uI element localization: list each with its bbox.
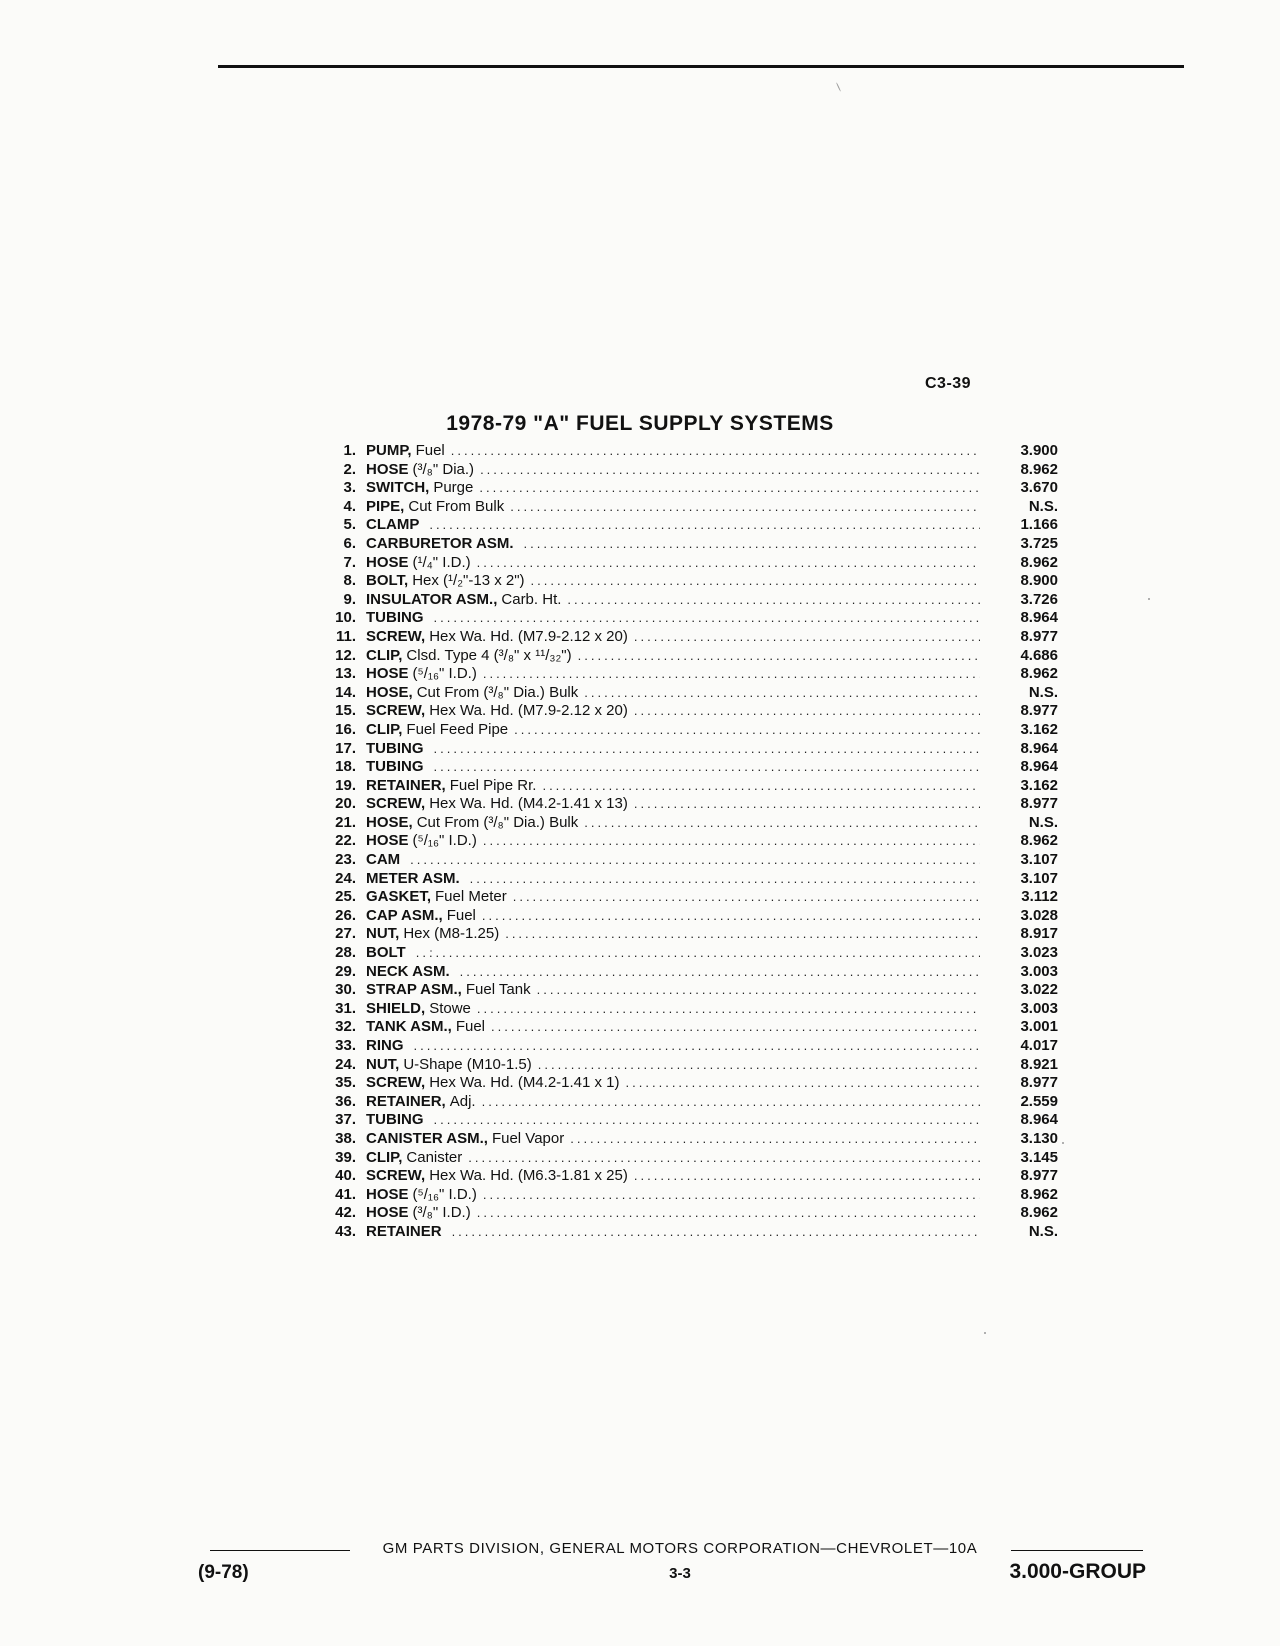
part-group-number: 2.559 <box>1020 1092 1058 1110</box>
part-description: Fuel <box>455 1018 486 1036</box>
part-name: INSULATOR ASM., <box>366 590 498 608</box>
footer-publisher: GM PARTS DIVISION, GENERAL MOTORS CORPORATION—CHEVROLET—10A <box>382 1540 978 1557</box>
part-row <box>318 814 1058 833</box>
part-name: BOLT <box>366 944 406 962</box>
dot-leader <box>634 628 980 647</box>
part-description: (³/₈" I.D.) <box>412 1204 471 1222</box>
part-number-index: 36. <box>335 1092 356 1110</box>
footer-date: (9-78) <box>198 1562 249 1583</box>
part-description: Hex Wa. Hd. (M7.9-2.12 x 20) <box>429 627 628 645</box>
part-group-number: 8.977 <box>1020 1167 1058 1185</box>
part-name: SCREW, <box>366 702 426 720</box>
part-group-number: 8.977 <box>1020 795 1058 813</box>
part-row <box>318 479 1058 498</box>
dot-leader <box>482 907 980 926</box>
part-name: CANISTER ASM., <box>366 1129 488 1147</box>
dot-leader <box>477 1204 980 1223</box>
part-number-index: 41. <box>335 1185 356 1203</box>
dot-leader <box>460 963 980 982</box>
part-name: HOSE <box>366 665 409 683</box>
part-group-number: 3.022 <box>1020 981 1058 999</box>
part-row <box>318 702 1058 721</box>
part-description: Hex (M8-1.25) <box>403 925 500 943</box>
part-group-number: 3.162 <box>1020 720 1058 738</box>
part-group-number: 3.107 <box>1020 869 1058 887</box>
part-number-index: 8. <box>343 572 356 590</box>
part-description: Carb. Ht. <box>501 590 562 608</box>
part-number-index: 19. <box>335 776 356 794</box>
dot-leader <box>429 516 980 535</box>
part-name: HOSE <box>366 553 409 571</box>
part-number-index: 22. <box>335 832 356 850</box>
dot-leader <box>634 702 980 721</box>
part-name: STRAP ASM., <box>366 981 462 999</box>
part-description: Hex Wa. Hd. (M4.2-1.41 x 1) <box>429 1074 620 1092</box>
part-group-number: 8.977 <box>1020 627 1058 645</box>
part-name: SCREW, <box>366 1167 426 1185</box>
part-group-number: 8.964 <box>1020 609 1058 627</box>
part-group-number: 3.900 <box>1020 442 1058 459</box>
part-name: CLIP, <box>366 646 403 664</box>
part-name: SWITCH, <box>366 479 430 497</box>
part-row <box>318 554 1058 573</box>
dot-leader <box>584 684 980 703</box>
part-name: CLIP, <box>366 720 403 738</box>
dot-leader <box>510 498 980 517</box>
part-number-index: 43. <box>335 1222 356 1240</box>
part-group-number: 8.964 <box>1020 1111 1058 1129</box>
dot-leader <box>477 554 980 573</box>
part-group-number: 4.017 <box>1020 1037 1058 1054</box>
part-number-index: 39. <box>335 1148 356 1166</box>
dot-leader <box>634 1167 980 1186</box>
part-row <box>318 516 1058 535</box>
part-group-number: 8.962 <box>1020 665 1058 683</box>
part-group-number: 3.028 <box>1020 906 1058 924</box>
part-number-index: 33. <box>335 1037 356 1054</box>
dot-leader <box>416 944 980 963</box>
dot-leader <box>570 1130 980 1149</box>
part-number-index: 30. <box>335 981 356 999</box>
part-group-number: 8.977 <box>1020 1074 1058 1092</box>
part-row <box>318 628 1058 647</box>
part-row <box>318 1223 1058 1242</box>
part-name: CAP ASM., <box>366 906 443 924</box>
part-row <box>318 1018 1058 1037</box>
dot-leader <box>451 442 980 461</box>
part-number-index: 5. <box>343 516 356 534</box>
dot-leader <box>491 1018 980 1037</box>
part-description: Purge <box>433 479 474 497</box>
part-number-index: 32. <box>335 1018 356 1036</box>
part-row <box>318 1000 1058 1019</box>
dot-leader <box>434 1111 981 1130</box>
part-name: NUT, <box>366 925 400 943</box>
dot-leader <box>626 1074 980 1093</box>
dot-leader <box>634 795 980 814</box>
part-group-number: 1.166 <box>1020 516 1058 534</box>
dot-leader <box>414 1037 981 1056</box>
part-row <box>318 870 1058 889</box>
part-group-number: 3.145 <box>1020 1148 1058 1166</box>
footer-page-number: 3-3 <box>669 1565 691 1582</box>
dot-leader <box>480 461 980 480</box>
dot-leader <box>483 832 980 851</box>
part-number-index: 28. <box>335 944 356 962</box>
part-row <box>318 1167 1058 1186</box>
part-group-number: N.S. <box>1028 683 1058 701</box>
part-number-index: 24. <box>335 869 356 887</box>
part-group-number: 8.962 <box>1020 460 1058 478</box>
part-number-index: 38. <box>335 1129 356 1147</box>
footer-rule-left <box>210 1550 350 1551</box>
part-number-index: 17. <box>335 739 356 757</box>
part-group-number: 3.130 <box>1020 1129 1058 1147</box>
part-row <box>318 1111 1058 1130</box>
part-row <box>318 1056 1058 1075</box>
part-description: Cut From (³/₈" Dia.) Bulk <box>416 813 579 831</box>
part-group-number: 4.686 <box>1020 646 1058 664</box>
part-group-number: 8.962 <box>1020 832 1058 850</box>
part-name: CARBURETOR ASM. <box>366 534 514 552</box>
dot-leader <box>410 851 980 870</box>
part-name: CLIP, <box>366 1148 403 1166</box>
part-row <box>318 1149 1058 1168</box>
part-name: CAM <box>366 851 401 869</box>
part-description: Hex Wa. Hd. (M6.3-1.81 x 25) <box>429 1167 628 1185</box>
part-number-index: 31. <box>335 999 356 1017</box>
top-rule <box>218 65 1184 68</box>
part-row <box>318 963 1058 982</box>
scan-speck <box>1062 1142 1064 1144</box>
part-row <box>318 1093 1058 1112</box>
part-group-number: 8.962 <box>1020 1185 1058 1203</box>
part-group-number: 3.162 <box>1020 776 1058 794</box>
part-row <box>318 1074 1058 1093</box>
part-row <box>318 535 1058 554</box>
part-name: HOSE, <box>366 683 413 701</box>
part-row <box>318 609 1058 628</box>
part-description: Hex (¹/₂"-13 x 2") <box>412 572 525 590</box>
part-number-index: 21. <box>335 813 356 831</box>
part-description: (⁵/₁₆" I.D.) <box>412 832 477 850</box>
part-name: SHIELD, <box>366 999 426 1017</box>
part-row <box>318 795 1058 814</box>
part-group-number: N.S. <box>1028 497 1058 515</box>
part-row <box>318 888 1058 907</box>
dot-leader <box>514 721 980 740</box>
part-name: TUBING <box>366 609 424 627</box>
part-name: NUT, <box>366 1055 400 1073</box>
part-number-index: 10. <box>335 609 356 627</box>
scan-speck <box>984 1332 986 1334</box>
part-number-index: 4. <box>343 497 356 515</box>
part-name: HOSE <box>366 832 409 850</box>
scan-mark <box>836 82 841 91</box>
part-group-number: 3.112 <box>1021 888 1058 906</box>
part-number-index: 7. <box>343 553 356 571</box>
part-number-index: 29. <box>335 962 356 980</box>
part-name: TUBING <box>366 1111 424 1129</box>
scan-speck <box>430 950 432 952</box>
part-number-index: 27. <box>335 925 356 943</box>
part-description: Fuel Tank <box>465 981 531 999</box>
part-row <box>318 1037 1058 1056</box>
part-name: HOSE <box>366 460 409 478</box>
part-number-index: 40. <box>335 1167 356 1185</box>
dot-leader <box>434 740 981 759</box>
part-group-number: 8.962 <box>1020 553 1058 571</box>
part-group-number: 3.001 <box>1020 1018 1058 1036</box>
part-row <box>318 665 1058 684</box>
part-description: Canister <box>406 1148 463 1166</box>
dot-leader <box>584 814 980 833</box>
part-name: SCREW, <box>366 1074 426 1092</box>
part-number-index: 20. <box>335 795 356 813</box>
part-name: TUBING <box>366 739 424 757</box>
part-number-index: 12. <box>335 646 356 664</box>
part-name: TANK ASM., <box>366 1018 452 1036</box>
parts-list <box>318 442 1058 1242</box>
dot-leader <box>567 591 980 610</box>
part-description: Fuel Pipe Rr. <box>449 776 537 794</box>
part-row <box>318 721 1058 740</box>
part-number-index: 13. <box>335 665 356 683</box>
dot-leader <box>482 1093 980 1112</box>
part-number-index: 3. <box>343 479 356 497</box>
part-description: (³/₈" Dia.) <box>412 460 475 478</box>
part-description: Clsd. Type 4 (³/₈" x ¹¹/₃₂") <box>406 646 572 664</box>
part-group-number: 3.003 <box>1020 962 1058 980</box>
part-description: Adj. <box>449 1092 476 1110</box>
part-group-number: 3.726 <box>1020 590 1058 608</box>
part-row <box>318 740 1058 759</box>
part-name: GASKET, <box>366 888 432 906</box>
part-number-index: 37. <box>335 1111 356 1129</box>
part-description: Fuel <box>415 442 445 459</box>
part-number-index: 16. <box>335 720 356 738</box>
part-number-index: 26. <box>335 906 356 924</box>
part-description: Fuel <box>446 906 476 924</box>
scan-speck <box>1148 598 1150 600</box>
part-group-number: 3.725 <box>1020 534 1058 552</box>
part-group-number: 8.977 <box>1020 702 1058 720</box>
part-group-number: 3.107 <box>1020 851 1058 869</box>
dot-leader <box>452 1223 980 1242</box>
dot-leader <box>531 572 980 591</box>
part-name: NECK ASM. <box>366 962 450 980</box>
part-group-number: 8.917 <box>1020 925 1058 943</box>
part-name: PUMP, <box>366 442 412 459</box>
part-row <box>318 925 1058 944</box>
part-group-number: 3.670 <box>1020 479 1058 497</box>
part-name: BOLT, <box>366 572 409 590</box>
part-group-number: 3.003 <box>1020 999 1058 1017</box>
part-name: PIPE, <box>366 497 405 515</box>
dot-leader <box>537 981 980 1000</box>
part-number-index: 24. <box>335 1055 356 1073</box>
part-description: (⁵/₁₆" I.D.) <box>412 665 477 683</box>
part-row <box>318 777 1058 796</box>
part-group-number: 8.962 <box>1020 1204 1058 1222</box>
part-group-number: 3.023 <box>1020 944 1058 962</box>
part-row <box>318 498 1058 517</box>
dot-leader <box>477 1000 980 1019</box>
part-group-number: 8.921 <box>1020 1055 1058 1073</box>
dot-leader <box>470 870 980 889</box>
part-name: CLAMP <box>366 516 420 534</box>
part-name: TUBING <box>366 758 424 776</box>
part-group-number: 8.964 <box>1020 739 1058 757</box>
part-number-index: 42. <box>335 1204 356 1222</box>
part-row <box>318 1130 1058 1149</box>
part-number-index: 35. <box>335 1074 356 1092</box>
part-description: Fuel Meter <box>435 888 507 906</box>
part-description: U-Shape (M10-1.5) <box>403 1055 532 1073</box>
part-group-number: N.S. <box>1028 813 1058 831</box>
part-number-index: 1. <box>343 442 356 459</box>
dot-leader <box>468 1149 980 1168</box>
dot-leader <box>483 1186 980 1205</box>
part-row <box>318 572 1058 591</box>
part-group-number: N.S. <box>1028 1222 1058 1240</box>
part-row <box>318 758 1058 777</box>
part-name: HOSE <box>366 1204 409 1222</box>
part-row <box>318 851 1058 870</box>
dot-leader <box>538 1056 980 1075</box>
footer-rule-right <box>1011 1550 1143 1551</box>
part-description: Cut From Bulk <box>408 497 505 515</box>
dot-leader <box>542 777 980 796</box>
part-number-index: 18. <box>335 758 356 776</box>
part-number-index: 14. <box>335 683 356 701</box>
dot-leader <box>524 535 980 554</box>
part-number-index: 2. <box>343 460 356 478</box>
part-description: Stowe <box>429 999 471 1017</box>
dot-leader <box>434 758 981 777</box>
part-number-index: 15. <box>335 702 356 720</box>
part-name: HOSE <box>366 1185 409 1203</box>
section-code: C3-39 <box>925 375 972 392</box>
part-name: RETAINER <box>366 1222 442 1240</box>
part-number-index: 9. <box>343 590 356 608</box>
dot-leader <box>479 479 980 498</box>
part-description: Cut From (³/₈" Dia.) Bulk <box>416 683 579 701</box>
part-row <box>318 1204 1058 1223</box>
part-row <box>318 461 1058 480</box>
part-description: (¹/₄" I.D.) <box>412 553 471 571</box>
part-description: Fuel Vapor <box>491 1129 565 1147</box>
part-row <box>318 981 1058 1000</box>
part-group-number: 8.900 <box>1020 572 1058 590</box>
part-row <box>318 1186 1058 1205</box>
part-description: (⁵/₁₆" I.D.) <box>412 1185 477 1203</box>
part-number-index: 23. <box>335 851 356 869</box>
part-name: METER ASM. <box>366 869 460 887</box>
part-row <box>318 647 1058 666</box>
dot-leader <box>434 609 981 628</box>
part-name: HOSE, <box>366 813 413 831</box>
part-description: Hex Wa. Hd. (M7.9-2.12 x 20) <box>429 702 628 720</box>
part-name: RETAINER, <box>366 1092 446 1110</box>
page-title: 1978-79 "A" FUEL SUPPLY SYSTEMS <box>446 412 834 435</box>
part-row <box>318 591 1058 610</box>
dot-leader <box>578 647 980 666</box>
dot-leader <box>513 888 980 907</box>
part-description: Hex Wa. Hd. (M4.2-1.41 x 13) <box>429 795 628 813</box>
part-name: RING <box>366 1037 404 1054</box>
footer-group: 3.000-GROUP <box>1009 1560 1146 1583</box>
part-name: SCREW, <box>366 795 426 813</box>
part-row <box>318 907 1058 926</box>
part-row <box>318 832 1058 851</box>
part-name: RETAINER, <box>366 776 446 794</box>
part-description: Fuel Feed Pipe <box>406 720 509 738</box>
part-name: SCREW, <box>366 627 426 645</box>
dot-leader <box>483 665 980 684</box>
part-number-index: 11. <box>335 627 356 645</box>
part-number-index: 6. <box>343 534 356 552</box>
part-number-index: 25. <box>335 888 356 906</box>
part-row <box>318 944 1058 963</box>
part-row <box>318 684 1058 703</box>
dot-leader <box>505 925 980 944</box>
part-group-number: 8.964 <box>1020 758 1058 776</box>
part-row <box>318 442 1058 461</box>
